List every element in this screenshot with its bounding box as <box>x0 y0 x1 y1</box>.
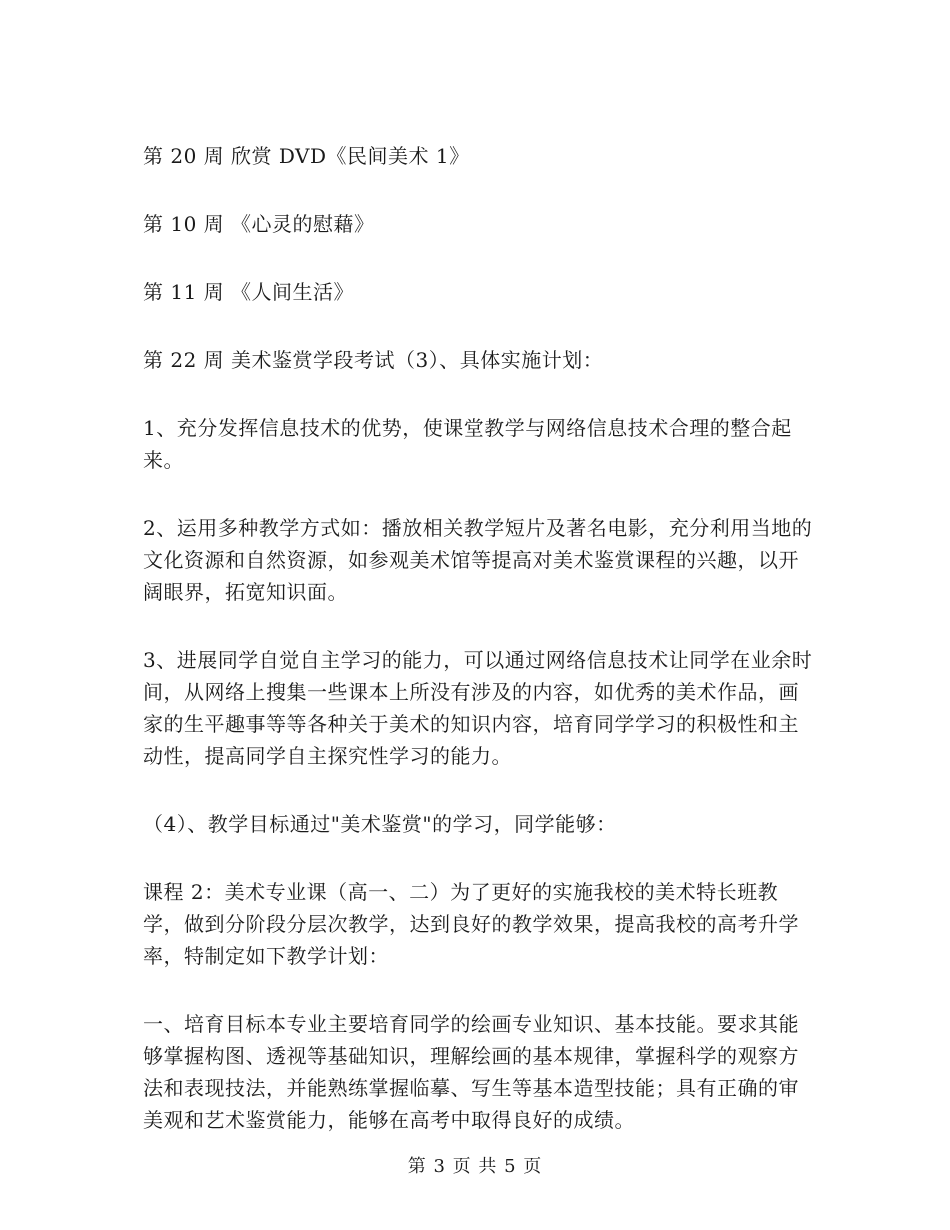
document-body <box>143 140 813 1172</box>
paragraph-teaching-goal: （4）、教学目标通过"美术鉴赏"的学习，同学能够： <box>143 812 617 836</box>
paragraph-week-22: 第 22 周 美术鉴赏学段考试（3）、具体实施计划： <box>143 348 604 372</box>
page-number-footer: 第 3 页 共 5 页 <box>407 1156 543 1177</box>
paragraph-plan-3: 3、进展同学自觉自主学习的能力，可以通过网络信息技术让同学在业余时间，从网络上搜集一些课本上所没有涉及的内容，如优秀的美术作品，画家的生平趣事等等各种关于美术的知识内容，培育同学学习的积极性和主动性，提高同学自主探究性学习的能力。 <box>143 648 813 768</box>
paragraph-plan-1: 1、充分发挥信息技术的优势，使课堂教学与网络信息技术合理的整合起来。 <box>143 416 792 472</box>
paragraph-plan-2: 2、运用多种教学方式如：播放相关教学短片及著名电影，充分利用当地的文化资源和自然资源，如参观美术馆等提高对美术鉴赏课程的兴趣，以开阔眼界，拓宽知识面。 <box>143 516 813 604</box>
paragraph-week-11: 第 11 周 《人间生活》 <box>143 280 355 304</box>
paragraph-course-2: 课程 2：美术专业课（高一、二）为了更好的实施我校的美术特长班教学，做到分阶段分层次教学，达到良好的教学效果，提高我校的高考升学率，特制定如下教学计划： <box>143 880 799 968</box>
paragraph-week-20: 第 20 周 欣赏 DVD《民间美术 1》 <box>143 144 470 168</box>
paragraph-week-10: 第 10 周 《心灵的慰藉》 <box>143 212 375 236</box>
paragraph-training-goal: 一、培育目标本专业主要培育同学的绘画专业知识、基本技能。要求其能够掌握构图、透视等基础知识，理解绘画的基本规律，掌握科学的观察方法和表现技法，并能熟练掌握临摹、写生等基本造型技能；具有正确的审美观和艺术鉴赏能力，能够在高考中取得良好的成绩。 <box>143 1012 799 1132</box>
